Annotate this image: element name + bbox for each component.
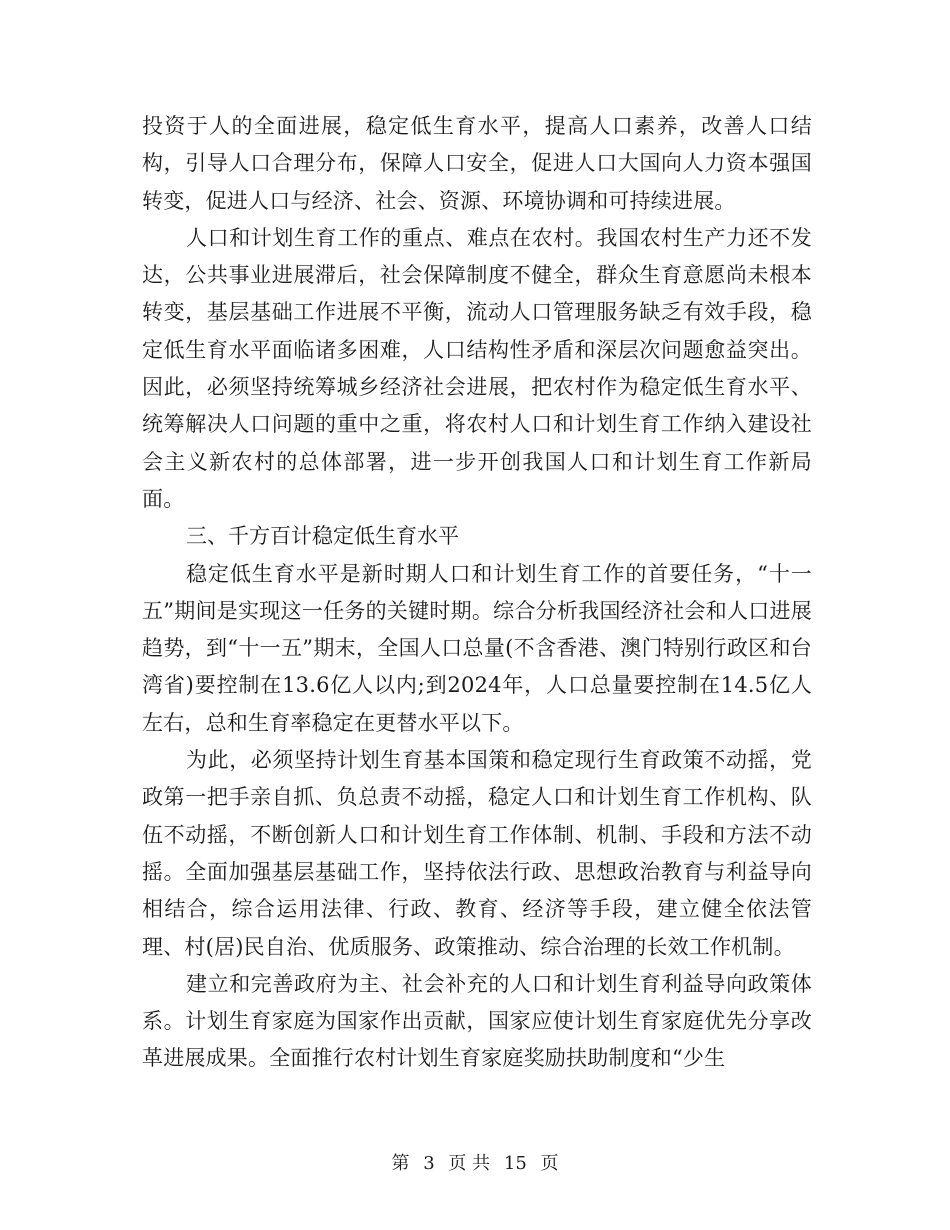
paragraph-4: 稳定低生育水平是新时期人口和计划生育工作的首要任务，“十一五”期间是实现这一任务的关键时期。综合分析我国经济社会和人口进展趋势，到“十一五”期末，全国人口总量(不含香港、澳门特别行政区和台湾省)要控制在13.6亿人以内;到2024年，人口总量要控制在14.5亿人左右，总和生育率稳定在更替水平以下。	[142, 561, 812, 735]
footer-prefix: 第	[391, 1153, 410, 1174]
paragraph-5: 为此，必须坚持计划生育基本国策和稳定现行生育政策不动摇，党政第一把手亲自抓、负总责不动摇，稳定人口和计划生育工作机构、队伍不动摇，不断创新人口和计划生育工作体制、机制、手段和方法不动摇。全面加强基层基础工作，坚持依法行政、思想政治教育与利益导向相结合，综合运用法律、行政、教育、经济等手段，建立健全依法管理、村(居)民自治、优质服务、政策推动、综合治理的长效工作机制。	[142, 748, 812, 959]
paragraph-2: 人口和计划生育工作的重点、难点在农村。我国农村生产力还不发达，公共事业进展滞后，社会保障制度不健全，群众生育意愿尚未根本转变，基层基础工作进展不平衡，流动人口管理服务缺乏有效手段，稳定低生育水平面临诸多困难，人口结构性矛盾和深层次问题愈益突出。因此，必须坚持统筹城乡经济社会进展，把农村作为稳定低生育水平、统筹解决人口问题的重中之重，将农村人口和计划生育工作纳入建设社会主义新农村的总体部署，进一步开创我国人口和计划生育工作新局面。	[142, 225, 812, 511]
footer-current-page: 3	[423, 1153, 435, 1174]
section-heading-3: 三、千方百计稳定低生育水平	[186, 524, 459, 549]
paragraph-1: 投资于人的全面进展，稳定低生育水平，提高人口素养，改善人口结构，引导人口合理分布，保障人口安全，促进人口大国向人力资本强国转变，促进人口与经济、社会、资源、环境协调和可持续进展。	[142, 114, 812, 213]
footer-total-pages: 15	[503, 1153, 527, 1174]
page-footer	[0, 1152, 950, 1176]
footer-middle: 页 共	[448, 1153, 491, 1174]
paragraph-6: 建立和完善政府为主、社会补充的人口和计划生育利益导向政策体系。计划生育家庭为国家作出贡献，国家应使计划生育家庭优先分享改革进展成果。全面推行农村计划生育家庭奖励扶助制度和“少生	[142, 971, 812, 1071]
footer-suffix: 页	[540, 1153, 559, 1174]
document-body	[142, 108, 812, 1078]
